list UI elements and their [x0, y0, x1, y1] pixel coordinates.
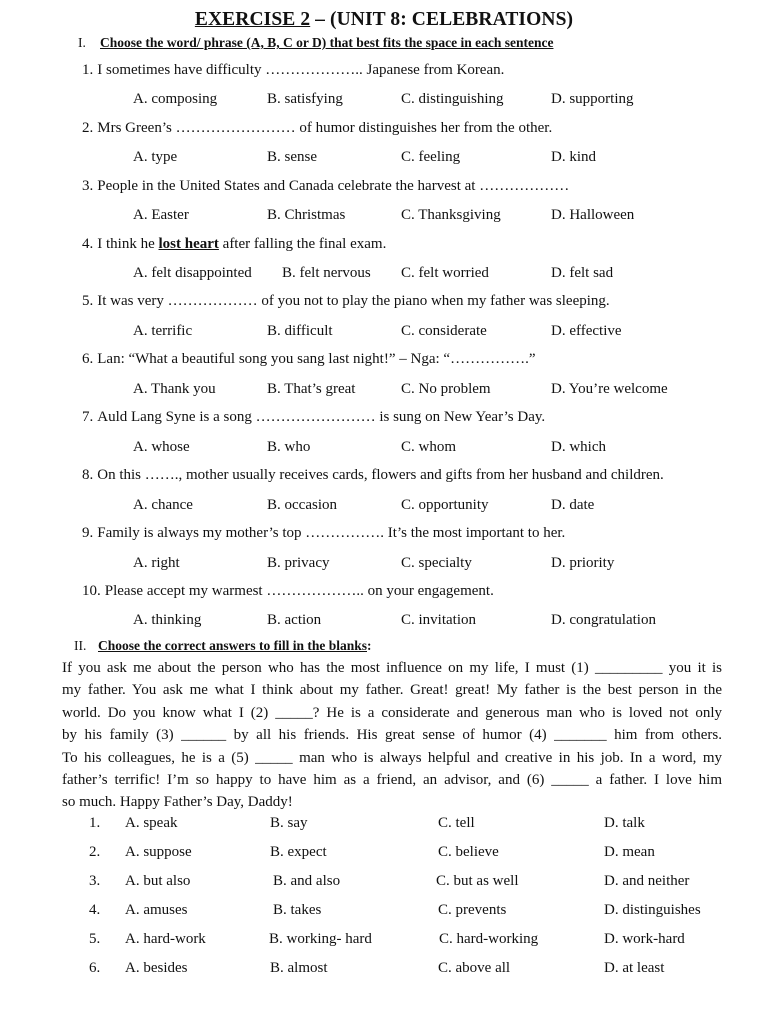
option-c: C. considerate	[401, 323, 487, 339]
option-d: D. congratulation	[551, 612, 656, 628]
question-9-options	[0, 555, 768, 575]
option-b: B. say	[270, 815, 308, 831]
option-c: C. believe	[438, 844, 499, 860]
option-a: A. whose	[133, 439, 190, 455]
option-c: C. prevents	[438, 902, 507, 918]
question-text: Auld Lang Syne is a song …………………… is sung on New Year’s Day.	[97, 409, 546, 425]
passage-line: my father. You ask me what I think about my father. Great! great! My father is the best person in the	[62, 682, 722, 699]
option-d: D. date	[551, 497, 595, 513]
question-text: Lan: “What a beautiful song you sang last night!” – Nga: “…………….”	[97, 351, 536, 367]
option-d: D. mean	[604, 844, 655, 860]
option-c: C. above all	[438, 960, 511, 976]
question-text: Please accept my warmest ……………….. on your engagement.	[104, 583, 494, 599]
question-5-options	[0, 323, 768, 343]
option-d: D. effective	[551, 323, 622, 339]
reading-passage	[62, 657, 722, 814]
option-b: B. sense	[267, 149, 317, 165]
question-6-options	[0, 381, 768, 401]
option-a: A. hard-work	[125, 931, 206, 947]
option-d: D. talk	[604, 815, 645, 831]
option-b: B. working- hard	[269, 931, 372, 947]
answer-number: 5.	[89, 931, 101, 947]
option-b: B. who	[267, 439, 311, 455]
answer-number: 3.	[89, 873, 101, 889]
question-text: Mrs Green’s …………………… of humor distinguishes her from the other.	[97, 120, 553, 136]
question-7: 7. Auld Lang Syne is a song …………………… is sung on New Year’s Day.	[82, 409, 546, 425]
question-text: Family is always my mother’s top ……………. It’s the most important to her.	[97, 525, 566, 541]
passage-line: To his colleagues, he is a (5) _____ man who is always helpful and creative in his job. In a word, my	[62, 749, 722, 766]
option-b: B. That’s great	[267, 381, 356, 397]
section-1-heading	[78, 35, 553, 51]
passage-line: so much. Happy Father’s Day, Daddy!	[62, 794, 293, 811]
option-a: A. thinking	[133, 612, 202, 628]
question-2-options	[0, 149, 768, 169]
option-c: C. tell	[438, 815, 475, 831]
option-d: D. priority	[551, 555, 615, 571]
option-d: D. kind	[551, 149, 596, 165]
option-b: B. occasion	[267, 497, 337, 513]
option-a: A. chance	[133, 497, 193, 513]
option-a: A. Thank you	[133, 381, 216, 397]
question-4-options	[0, 265, 768, 285]
passage-line: world. Do you know what I (2) _____? He is a considerate and generous man who is loved not only	[62, 704, 722, 721]
option-b: B. takes	[273, 902, 322, 918]
answer-number: 1.	[89, 815, 101, 831]
option-a: A. but also	[125, 873, 191, 889]
section-2-number: II.	[74, 638, 87, 653]
option-a: A. composing	[133, 91, 218, 107]
option-c: C. but as well	[436, 873, 519, 889]
option-a: A. suppose	[125, 844, 192, 860]
option-c: C. invitation	[401, 612, 476, 628]
question-text: On this ……., mother usually receives cards, flowers and gifts from her husband and children.	[97, 467, 664, 483]
question-1: 1. I sometimes have difficulty ……………….. Japanese from Korean.	[82, 62, 505, 78]
option-c: C. feeling	[401, 149, 461, 165]
answer-row-3	[0, 873, 768, 893]
option-a: A. amuses	[125, 902, 188, 918]
option-b: B. and also	[273, 873, 341, 889]
option-b: B. almost	[270, 960, 328, 976]
question-text: It was very ……………… of you not to play the piano when my father was sleeping.	[97, 293, 610, 309]
answer-number: 2.	[89, 844, 101, 860]
option-b: B. difficult	[267, 323, 333, 339]
question-3-options	[0, 207, 768, 227]
option-c: C. opportunity	[401, 497, 489, 513]
option-c: C. Thanksgiving	[401, 207, 501, 223]
option-c: C. No problem	[401, 381, 491, 397]
option-d: D. work-hard	[604, 931, 685, 947]
section-1-instruction: Choose the word/ phrase (A, B, C or D) that best fits the space in each sentence	[100, 35, 554, 50]
option-d: D. distinguishes	[604, 902, 701, 918]
option-d: D. Halloween	[551, 207, 635, 223]
option-b: B. expect	[270, 844, 327, 860]
option-d: D. and neither	[604, 873, 690, 889]
question-8: 8. On this ……., mother usually receives cards, flowers and gifts from her husband and children.	[82, 467, 664, 483]
question-1-options	[0, 91, 768, 111]
answer-row-2	[0, 844, 768, 864]
option-a: A. type	[133, 149, 178, 165]
option-a: A. besides	[125, 960, 188, 976]
option-d: D. You’re welcome	[551, 381, 668, 397]
option-d: D. at least	[604, 960, 665, 976]
option-a: A. right	[133, 555, 180, 571]
passage-line: father’s terrific! I’m so happy to have him as a friend, an advisor, and (6) _____ a father. I love him	[62, 772, 722, 789]
option-c: C. whom	[401, 439, 457, 455]
answer-row-1	[0, 815, 768, 835]
option-c: C. felt worried	[401, 265, 489, 281]
question-7-options	[0, 439, 768, 459]
section-1-number: I.	[78, 35, 86, 50]
title-unit: – (UNIT 8: CELEBRATIONS)	[310, 9, 574, 30]
option-b: B. Christmas	[267, 207, 346, 223]
section-2-heading: II. Choose the correct answers to fill in the blanks:	[74, 638, 372, 653]
question-10-options	[0, 612, 768, 632]
option-c: C. distinguishing	[401, 91, 504, 107]
option-a: A. speak	[125, 815, 178, 831]
option-a: A. felt disappointed	[133, 265, 252, 281]
option-c: C. hard-working	[439, 931, 539, 947]
option-a: A. Easter	[133, 207, 189, 223]
option-c: C. specialty	[401, 555, 472, 571]
answer-number: 4.	[89, 902, 101, 918]
question-10: 10. Please accept my warmest ……………….. on your engagement.	[82, 583, 494, 599]
answer-row-4	[0, 902, 768, 922]
question-text: People in the United States and Canada celebrate the harvest at ………………	[97, 178, 570, 194]
option-d: D. supporting	[551, 91, 634, 107]
passage-line: If you ask me about the person who has the most influence on my life, I must (1) _________ you it is	[62, 660, 722, 676]
question-text: I sometimes have difficulty ……………….. Japanese from Korean.	[97, 62, 505, 78]
option-b: B. action	[267, 612, 322, 628]
question-9: 9. Family is always my mother’s top ……………. It’s the most important to her.	[82, 525, 566, 541]
option-d: D. felt sad	[551, 265, 614, 281]
question-6: 6. Lan: “What a beautiful song you sang last night!” – Nga: “…………….”	[82, 351, 536, 367]
option-a: A. terrific	[133, 323, 193, 339]
answer-row-5	[0, 931, 768, 951]
answer-number: 6.	[89, 960, 101, 976]
option-d: D. which	[551, 439, 606, 455]
question-8-options	[0, 497, 768, 517]
title-exercise: EXERCISE 2	[194, 9, 311, 30]
option-b: B. privacy	[267, 555, 330, 571]
option-b: B. satisfying	[267, 91, 343, 107]
question-4: 4. I think he lost heart after falling the final exam.	[82, 236, 387, 252]
section-2-instruction: Choose the correct answers to fill in the blanks	[98, 638, 367, 653]
underlined-phrase: lost heart	[158, 236, 219, 252]
answer-row-6	[0, 960, 768, 980]
passage-line: by his family (3) ______ by all his friends. His great sense of humor (4) _______ him from others.	[62, 727, 722, 744]
page-title	[0, 9, 768, 31]
question-5: 5. It was very ……………… of you not to play the piano when my father was sleeping.	[82, 293, 610, 309]
option-b: B. felt nervous	[282, 265, 371, 281]
question-3: 3. People in the United States and Canada celebrate the harvest at ………………	[82, 178, 570, 194]
question-2: 2. Mrs Green’s …………………… of humor distinguishes her from the other.	[82, 120, 553, 136]
